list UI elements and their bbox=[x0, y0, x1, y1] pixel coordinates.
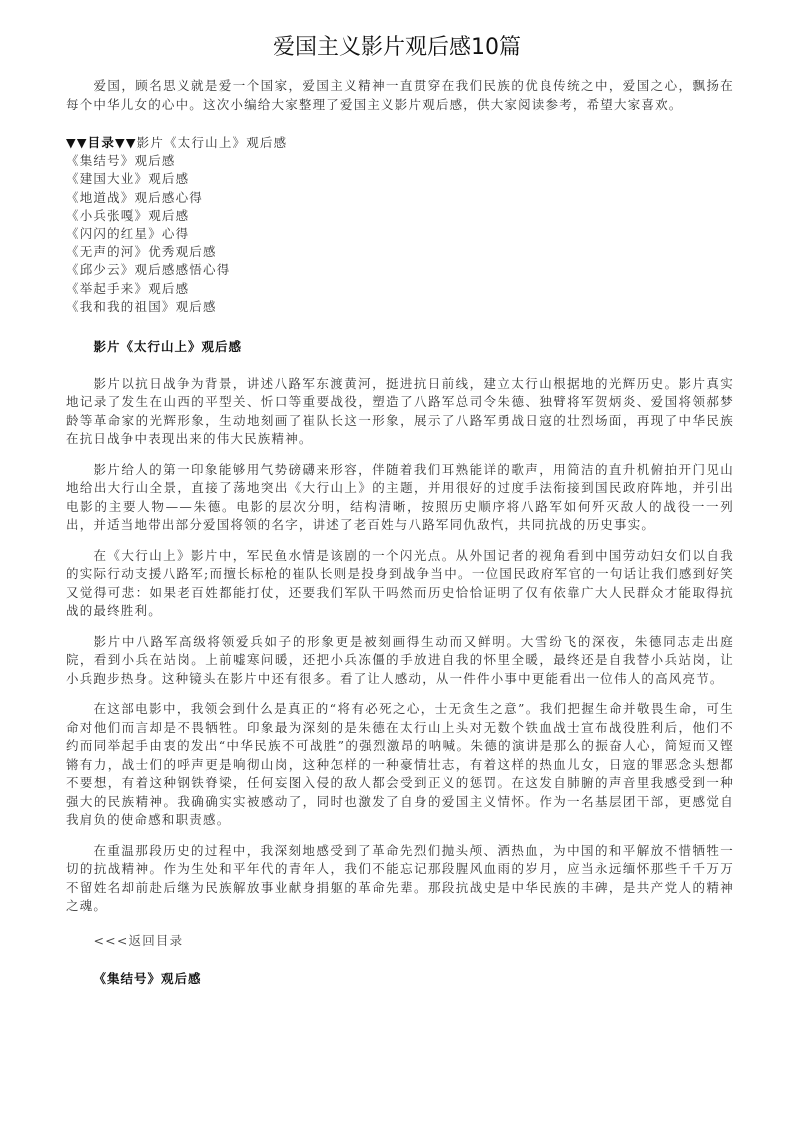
section-heading: 影片《太行山上》观后感 bbox=[93, 339, 243, 355]
body-paragraph: 影片以抗日战争为背景，讲述八路军东渡黄河，挺进抗日前线，建立太行山根据地的光辉历史。影片真实地记录了发生在山西的平型关、忻口等重要战役，塑造了八路军总司令朱德、独臂将军贺炳炎、爱国将领郝梦龄等革命家的光辉形象，生动地刻画了崔队长这一形象，展示了八路军勇战日寇的壮烈场面，再现了中华民族在抗日战争中表现出来的伟大民族精神。 bbox=[66, 375, 734, 447]
toc-item[interactable]: 《地道战》观后感心得 bbox=[66, 189, 204, 205]
body-paragraph: 影片中八路军高级将领爱兵如子的形象更是被刻画得生动而又鲜明。大雪纷飞的深夜，朱德同志走出庭院，看到小兵在站岗。上前嘘寒问暖，还把小兵冻僵的手放进自我的怀里全暖，最终还是自我替小兵站岗，让小兵跑步热身。这种镜头在影片中还有很多。看了让人感动，从一件件小事中更能看出一位伟人的高风亮节。 bbox=[66, 633, 734, 686]
toc-item[interactable]: 《建国大业》观后感 bbox=[66, 171, 190, 187]
section-heading: 《集结号》观后感 bbox=[93, 971, 202, 987]
toc-item[interactable]: 《集结号》观后感 bbox=[66, 153, 176, 169]
intro-paragraph: 爱国，顾名思义就是爱一个国家，爱国主义精神一直贯穿在我们民族的优良传统之中，爱国之心，飘扬在每个中华儿女的心中。这次小编给大家整理了爱国主义影片观后感，供大家阅读参考，希望大家喜欢。 bbox=[66, 78, 734, 112]
toc-item[interactable]: 《闪闪的红星》心得 bbox=[66, 226, 190, 242]
toc-label: ▼▼目录▼▼ bbox=[66, 135, 137, 150]
toc-item[interactable]: 《邱少云》观后感感悟心得 bbox=[66, 262, 231, 278]
toc-item[interactable]: 《举起手来》观后感 bbox=[66, 280, 190, 296]
toc-item[interactable]: 《无声的河》优秀观后感 bbox=[66, 244, 217, 260]
body-paragraph: 影片给人的第一印象能够用气势磅礴来形容，伴随着我们耳熟能详的歌声，用简洁的直升机俯拍开门见山地给出大行山全景，直接了荡地突出《大行山上》的主题，并用很好的过度手法衔接到国民政府阵地，并引出电影的主要人物——朱德。电影的层次分明，结构清晰，按照历史顺序将八路军如何歼灭敌人的战役一一列出，并适当地带出部分爱国将领的名字，讲述了老百姓与八路军同仇敌忾，共同抗战的历史事实。 bbox=[66, 461, 734, 533]
body-paragraph: 在这部电影中，我领会到什么是真正的“将有必死之心，士无贪生之意”。我们把握生命并敬畏生命，可生命对他们而言却是不畏牺牲。印象最为深刻的是朱德在太行山上头对无数个铁血战士宣布战役胜利后，他们不约而同举起手由衷的发出“中华民族不可战胜”的强烈激昂的呐喊。朱德的演讲是那么的振奋人心，简短而又铿锵有力，战士们的呼声更是响彻山岗，这种怎样的一种豪情壮志，有着这样的热血儿女，日寇的罪恶念头想都不要想，有着这种钢铁脊梁，任何妄图入侵的敌人都会受到正义的惩罚。在这发自肺腑的声音里我感受到一种强大的民族精神。我确确实实被感动了，同时也激发了自身的爱国主义情怀。作为一名基层团干部，更感觉自我肩负的使命感和职责感。 bbox=[66, 701, 734, 828]
toc-item[interactable]: 影片《太行山上》观后感 bbox=[136, 135, 288, 150]
document-body bbox=[66, 77, 734, 1007]
document-title: 爱国主义影片观后感10篇 bbox=[273, 35, 521, 60]
toc-item[interactable]: 《我和我的祖国》观后感 bbox=[66, 298, 217, 314]
toc-item[interactable]: 《小兵张嘎》观后感 bbox=[66, 207, 190, 223]
body-paragraph: 在重温那段历史的过程中，我深刻地感受到了革命先烈们抛头颅、洒热血，为中国的和平解放不惜牺牲一切的抗战精神。作为生处和平年代的青年人，我们不能忘记那段腥风血雨的岁月，应当永远缅怀那些千千万万不留姓名却前赴后继为民族解放事业献身捐躯的革命先辈。那段抗战史是中华民族的丰碑，是共产党人的精神之魂。 bbox=[66, 842, 734, 914]
body-paragraph: 在《大行山上》影片中，军民鱼水情是该剧的一个闪光点。从外国记者的视角看到中国劳动妇女们以自我的实际行动支援八路军;而擅长标枪的崔队长则是投身到战争当中。一位国民政府军官的一句话让我们感到好笑又觉得可悲：如果老百姓都能打仗，还要我们军队干吗然而历史恰恰证明了仅有依靠广大人民群众才能取得抗战的最终胜利。 bbox=[66, 547, 734, 619]
table-of-contents bbox=[66, 134, 734, 316]
back-to-toc-link[interactable]: <<<返回目录 bbox=[93, 932, 184, 948]
